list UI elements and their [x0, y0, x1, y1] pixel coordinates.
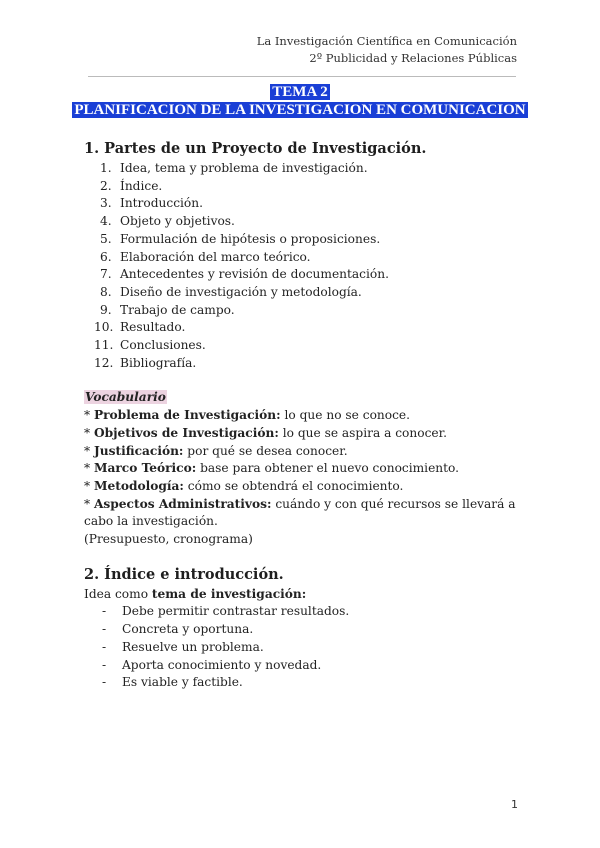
- tema-label: TEMA 2: [272, 84, 328, 100]
- section-1-heading: 1. Partes de un Proyecto de Investigación.: [84, 140, 427, 157]
- vocab-note: (Presupuesto, cronograma): [84, 532, 253, 547]
- page-number: 1: [511, 798, 518, 811]
- document-title: [0, 83, 600, 119]
- list-item: - Resuelve un problema.: [102, 639, 264, 654]
- header-divider: [88, 76, 516, 77]
- header-course-title: La Investigación Científica en Comunicación: [256, 34, 517, 48]
- list-item: 6. Elaboración del marco teórico.: [100, 249, 311, 264]
- list-item: 1. Idea, tema y problema de investigación.: [100, 161, 368, 175]
- header-degree: 2º Publicidad y Relaciones Públicas: [309, 51, 517, 65]
- vocabulary-section: [84, 389, 524, 548]
- vocab-entry: * Objetivos de Investigación: lo que se aspira a conocer.: [84, 425, 447, 440]
- list-item: 2. Índice.: [100, 178, 163, 193]
- vocab-entry: * Aspectos Administrativos: cuándo y con qué recursos se llevará a cabo la investigación.: [84, 496, 516, 529]
- tema-subtitle: PLANIFICACION DE LA INVESTIGACION EN COMUNICACION: [74, 102, 526, 118]
- list-item: 7. Antecedentes y revisión de documentación.: [100, 267, 389, 282]
- list-item: - Es viable y factible.: [102, 675, 243, 690]
- vocab-entry: * Marco Teórico: base para obtener el nuevo conocimiento.: [84, 461, 460, 476]
- list-item: 5. Formulación de hipótesis o proposiciones.: [100, 231, 381, 246]
- list-item: 4. Objeto y objetivos.: [100, 214, 235, 229]
- list-item: - Debe permitir contrastar resultados.: [102, 604, 350, 619]
- topic-criteria-list: [84, 603, 524, 692]
- vocab-entry: * Metodología: cómo se obtendrá el conocimiento.: [84, 478, 404, 493]
- page-body: [84, 138, 524, 692]
- vocab-entry: * Problema de Investigación: lo que no se conoce.: [84, 408, 411, 423]
- running-header: [257, 33, 517, 67]
- section-2-heading: 2. Índice e introducción.: [84, 565, 284, 583]
- list-item: 3. Introducción.: [100, 196, 203, 211]
- list-item: - Concreta y oportuna.: [102, 622, 254, 637]
- list-item: 10. Resultado.: [94, 320, 186, 335]
- section-2: [84, 564, 524, 692]
- vocabulary-label: Vocabulario: [85, 390, 166, 405]
- list-item: 12. Bibliografía.: [94, 355, 197, 370]
- section-2-intro: Idea como tema de investigación:: [84, 586, 307, 601]
- project-parts-list: [84, 160, 524, 372]
- vocab-entry: * Justificación: por qué se desea conocer.: [84, 443, 348, 458]
- list-item: - Aporta conocimiento y novedad.: [102, 657, 322, 672]
- list-item: 11. Conclusiones.: [94, 338, 206, 353]
- list-item: 8. Diseño de investigación y metodología.: [100, 284, 362, 299]
- list-item: 9. Trabajo de campo.: [100, 302, 235, 317]
